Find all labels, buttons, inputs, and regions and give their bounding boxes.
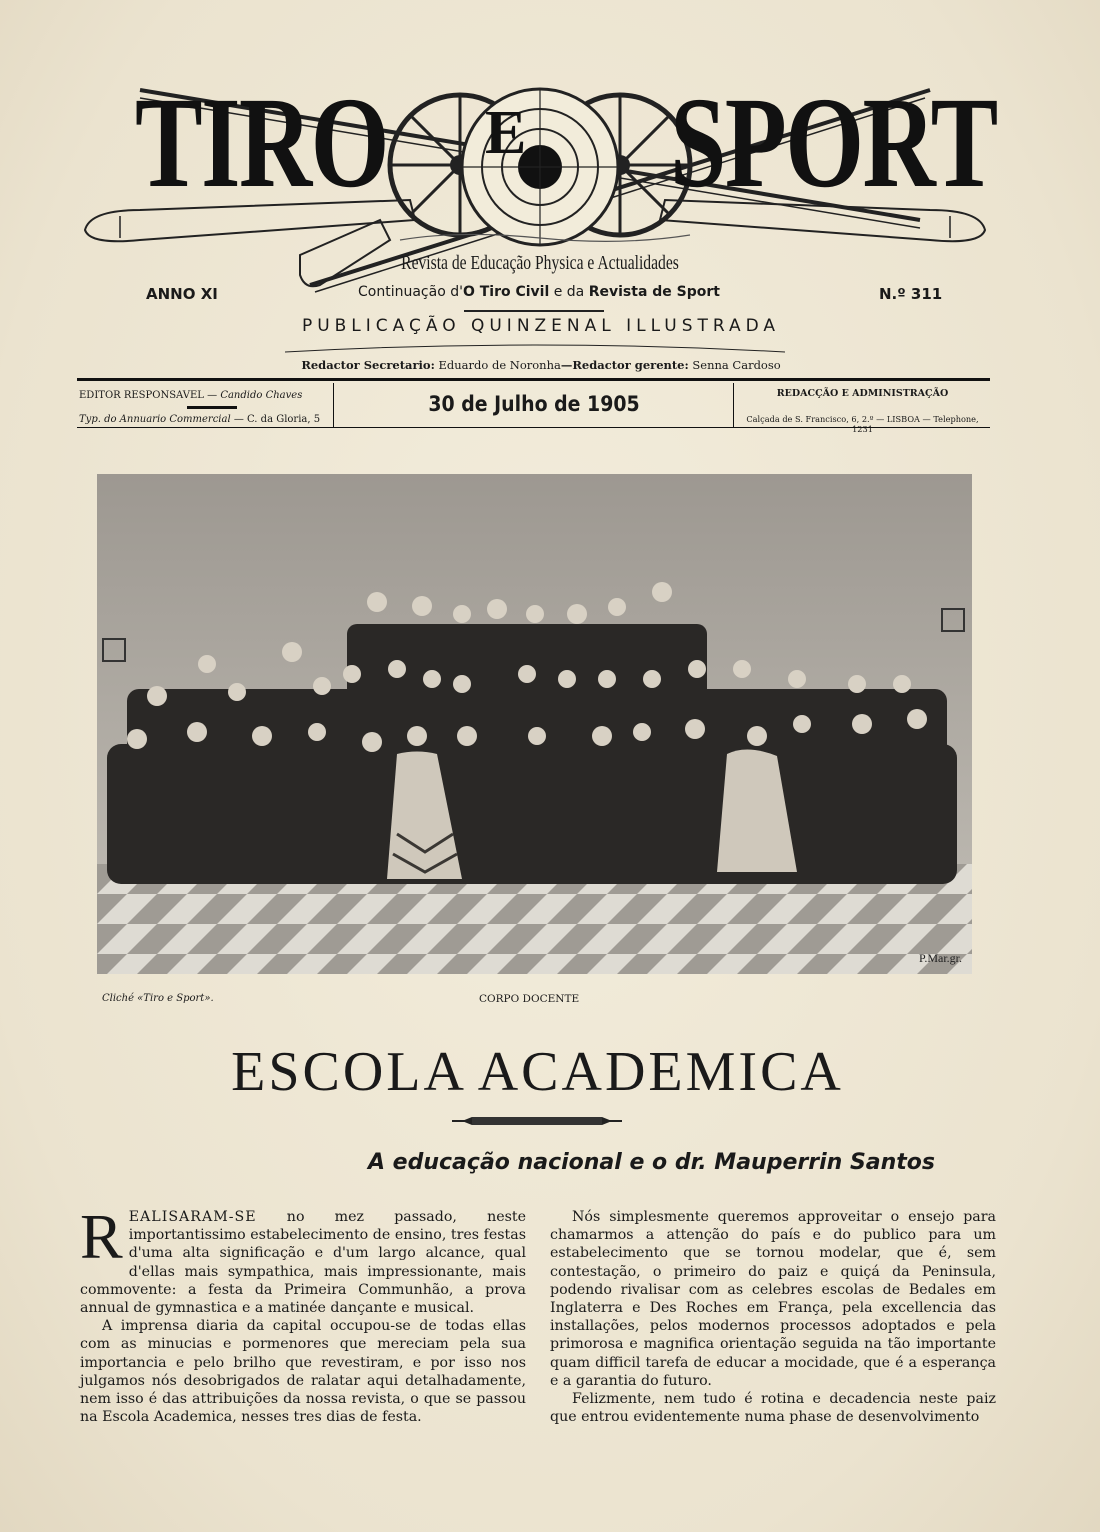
- photo-signature: P.Mar.gr.: [918, 951, 962, 965]
- continuation-prefix: Continuação d': [358, 284, 463, 300]
- typography-line: [79, 414, 320, 425]
- drop-cap: R: [80, 1201, 123, 1272]
- issue-number: N.º 311: [879, 285, 943, 303]
- paragraph-text: no mez passado, neste importantissimo estabelecimento de ensino, tres festas d'uma alta significação e d'um largo alcance, qual d'ellas mais sympathica, mais impressionante, mais commovente: a festa da Primeira Communhão, a prova annual de gymnastica e a matinée dançante e musical.: [80, 1209, 526, 1317]
- redactor-manager-name: Senna Cardoso: [688, 358, 781, 372]
- article-subhead: A educação nacional e o dr. Mauperrin Santos: [368, 1150, 936, 1175]
- divider: [333, 383, 334, 427]
- editor-label: EDITOR RESPONSAVEL —: [79, 390, 218, 401]
- masthead-title-connector: E: [485, 99, 527, 167]
- publication-frequency: PUBLICAÇÃO QUINZENAL ILLUSTRADA: [301, 316, 781, 336]
- editor-name: Candido Chaves: [220, 390, 303, 401]
- issue-date: 30 de Julho de 1905: [428, 392, 640, 416]
- divider: [187, 406, 237, 409]
- redactors-line: [196, 358, 886, 372]
- masthead-subtitle: Revista de Educação Physica e Actualidades: [401, 252, 679, 274]
- article-column-right: [550, 1208, 996, 1426]
- info-bar: [77, 378, 990, 434]
- decorative-swash: [285, 340, 785, 354]
- article-paragraph: A imprensa diaria da capital occupou-se de todas ellas com as minucias e pormenores que mereciam pela sua importancia e pelo brilho que revestiram, e por isso nos julgamos nós desobrigados de ralatar aqui detalhadamente, nem isso é das attribuições da nossa revista, o que se passou na Escola Academica, nesses tres dias de festa.: [80, 1318, 526, 1426]
- article-paragraph: Nós simplesmente queremos approveitar o ensejo para chamarmos a attenção do país e do publico para um estabelecimento que se tornou modelar, que é, sem contestação, o primeiro do paiz e quiçá da Peninsula, podendo rivalisar com as celebres escolas de Bedales em Inglaterra e Des Roches em França, pela excellencia das installações, pelos modernos processos adoptados e pela primorosa e magnifica orientação seguida na tão importante quam difficil tarefa de educar a mocidade, que é a esperança e a garantia do futuro.: [550, 1209, 996, 1389]
- masthead-title-left: TIRO: [135, 71, 388, 215]
- photo-caption: CORPO DOCENTE: [479, 993, 580, 1005]
- redactor-secretary-label: Redactor Secretario:: [301, 358, 435, 372]
- masthead-continuation: [336, 284, 742, 300]
- editor-responsible: [79, 390, 302, 401]
- redaccao-address: Calçada de S. Francisco, 6, 2.º — LISBOA — Telephone, 1231: [746, 414, 979, 434]
- redactor-manager-label: —Redactor gerente:: [560, 358, 689, 372]
- group-photo: [97, 474, 972, 974]
- continuation-mid: e da: [549, 284, 589, 300]
- issue-year: ANNO XI: [146, 285, 218, 303]
- divider: [464, 310, 604, 312]
- photo-credit: Cliché «Tiro e Sport».: [102, 993, 214, 1004]
- continuation-source-2: Revista de Sport: [588, 284, 720, 300]
- redactor-secretary-name: Eduardo de Noronha: [434, 358, 561, 372]
- redaccao-title: REDACÇÃO E ADMINISTRAÇÃO: [776, 388, 949, 399]
- article-paragraph: [80, 1201, 526, 1317]
- continuation-source-1: O Tiro Civil: [462, 284, 550, 300]
- typ-address: — C. da Gloria, 5: [230, 414, 321, 425]
- opening-word: EALISARAM-SE: [128, 1209, 257, 1225]
- ornament-divider: [452, 1114, 622, 1128]
- article-column-left: [80, 1201, 526, 1426]
- article-paragraph: Felizmente, nem tudo é rotina e decadencia neste paiz que entrou evidentemente numa phase de desenvolvimento: [550, 1391, 996, 1426]
- article-headline: ESCOLA ACADEMICA: [231, 1041, 844, 1103]
- divider: [733, 383, 734, 427]
- masthead-title-right: SPORT: [670, 71, 997, 215]
- typ-label: Typ. do Annuario Commercial: [79, 414, 231, 425]
- divider: [77, 378, 990, 381]
